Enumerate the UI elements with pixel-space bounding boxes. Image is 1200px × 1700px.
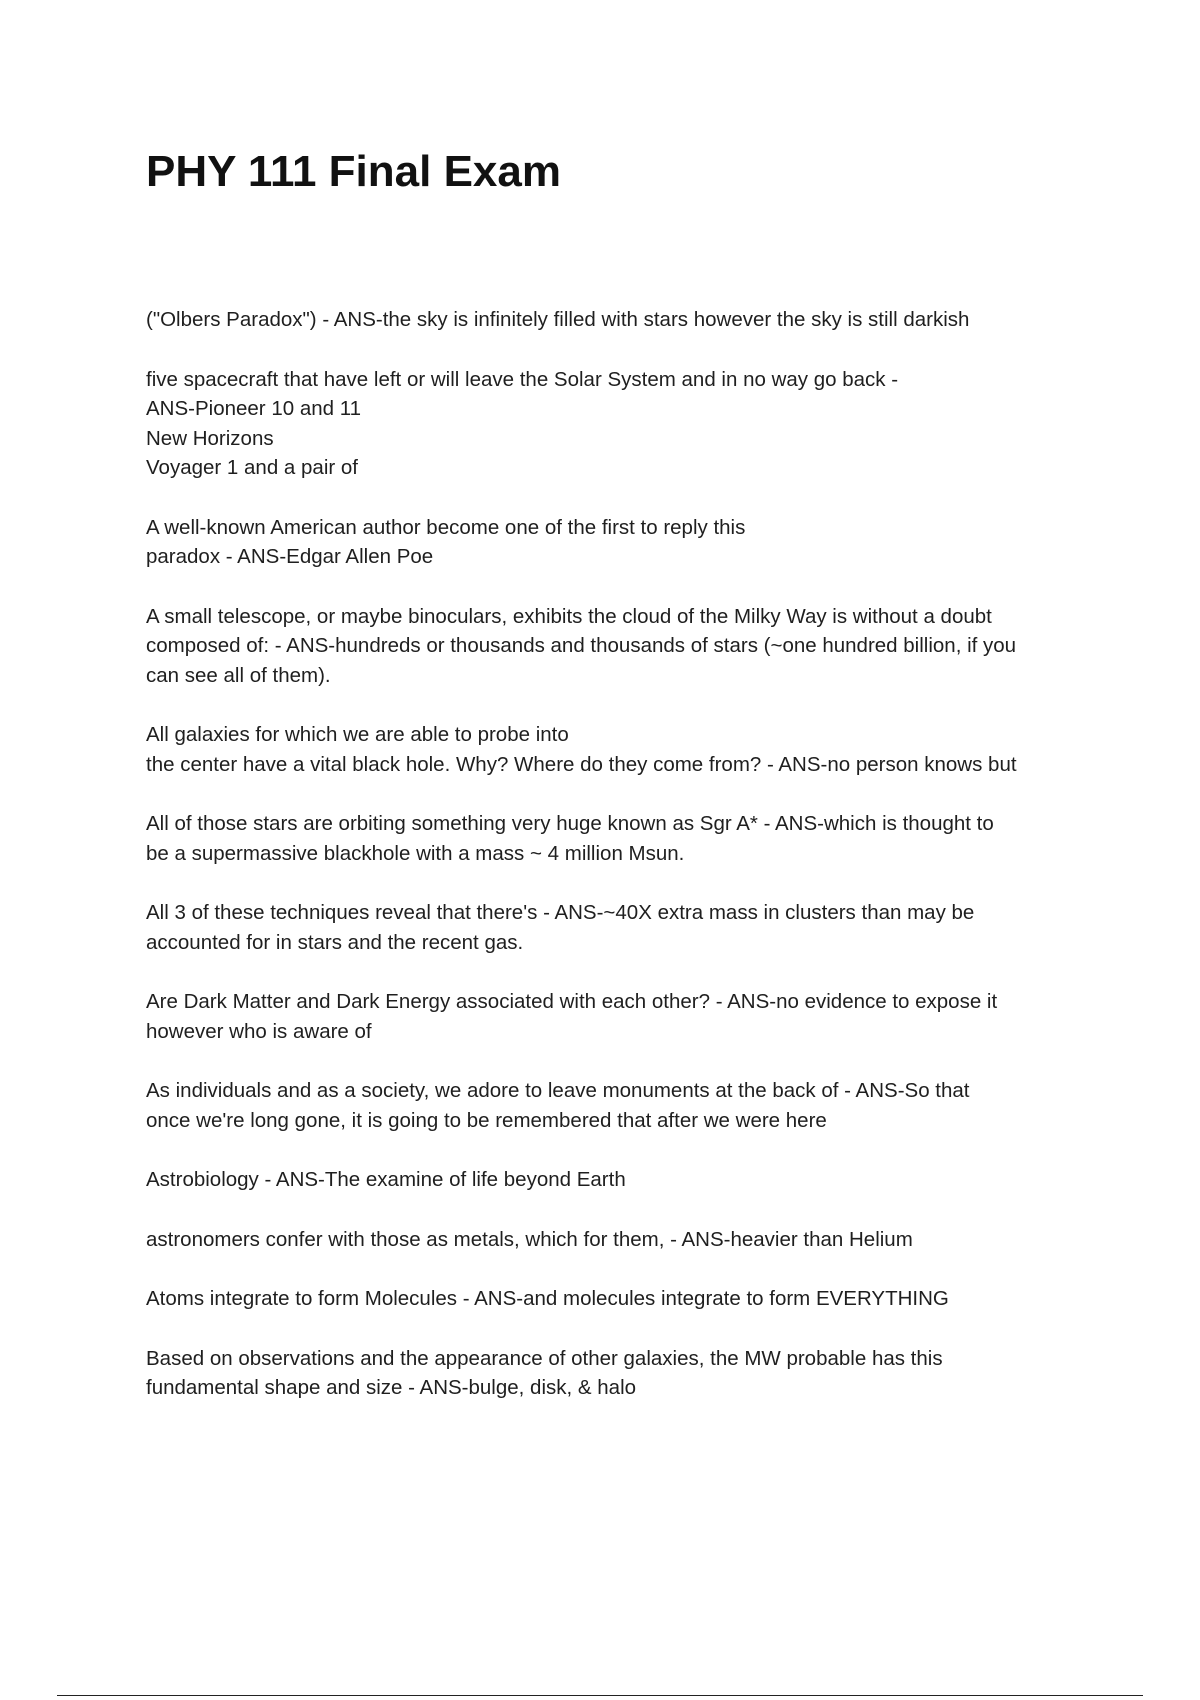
footer-divider bbox=[57, 1695, 1143, 1696]
qa-entry-monuments: As individuals and as a society, we adore to leave monuments at the back of - ANS-So that once we're long gone, it is going to be remembered that after we were here bbox=[146, 1079, 970, 1132]
qa-entry-cluster-mass: All 3 of these techniques reveal that there's - ANS-~40X extra mass in clusters than may be accounted for in stars and the recent gas. bbox=[146, 901, 975, 954]
qa-entry-small-telescope: A small telescope, or maybe binoculars, exhibits the cloud of the Milky Way is without a doubt composed of: - ANS-hundreds or thousands and thousands of stars (~one hundred billion, if you can see all of them). bbox=[146, 604, 1017, 687]
qa-entry-milky-way-shape: Based on observations and the appearance of other galaxies, the MW probable has this fundamental shape and size - ANS-bulge, disk, & halo bbox=[146, 1346, 943, 1399]
qa-entry-galaxies-black-hole: All galaxies for which we are able to probe into the center have a vital black hole. Why? Where do they come from? - ANS-no person knows but bbox=[146, 723, 1017, 776]
qa-entry-atoms-molecules: Atoms integrate to form Molecules - ANS-and molecules integrate to form EVERYTHING bbox=[146, 1287, 949, 1310]
qa-entry-spacecraft: five spacecraft that have left or will leave the Solar System and in no way go back - ANS-Pioneer 10 and 11 New Horizons Voyager 1 and a pair of bbox=[146, 367, 899, 479]
page-title: PHY 111 Final Exam bbox=[146, 147, 561, 196]
qa-entry-dark-matter-energy: Are Dark Matter and Dark Energy associated with each other? - ANS-no evidence to expose it however who is aware of bbox=[146, 990, 998, 1043]
qa-entry-sgr-a: All of those stars are orbiting something very huge known as Sgr A* - ANS-which is thought to be a supermassive blackhole with a mass ~ 4 million Msun. bbox=[146, 812, 994, 865]
qa-entry-astrobiology: Astrobiology - ANS-The examine of life beyond Earth bbox=[146, 1168, 626, 1191]
qa-list bbox=[146, 305, 1096, 1433]
qa-entry-metals: astronomers confer with those as metals, which for them, - ANS-heavier than Helium bbox=[146, 1227, 913, 1251]
qa-entry-american-author: A well-known American author become one of the first to reply this paradox - ANS-Edgar Allen Poe bbox=[146, 515, 746, 568]
qa-entry-olbers-paradox: ("Olbers Paradox") - ANS-the sky is infinitely filled with stars however the sky is still darkish bbox=[146, 308, 970, 331]
